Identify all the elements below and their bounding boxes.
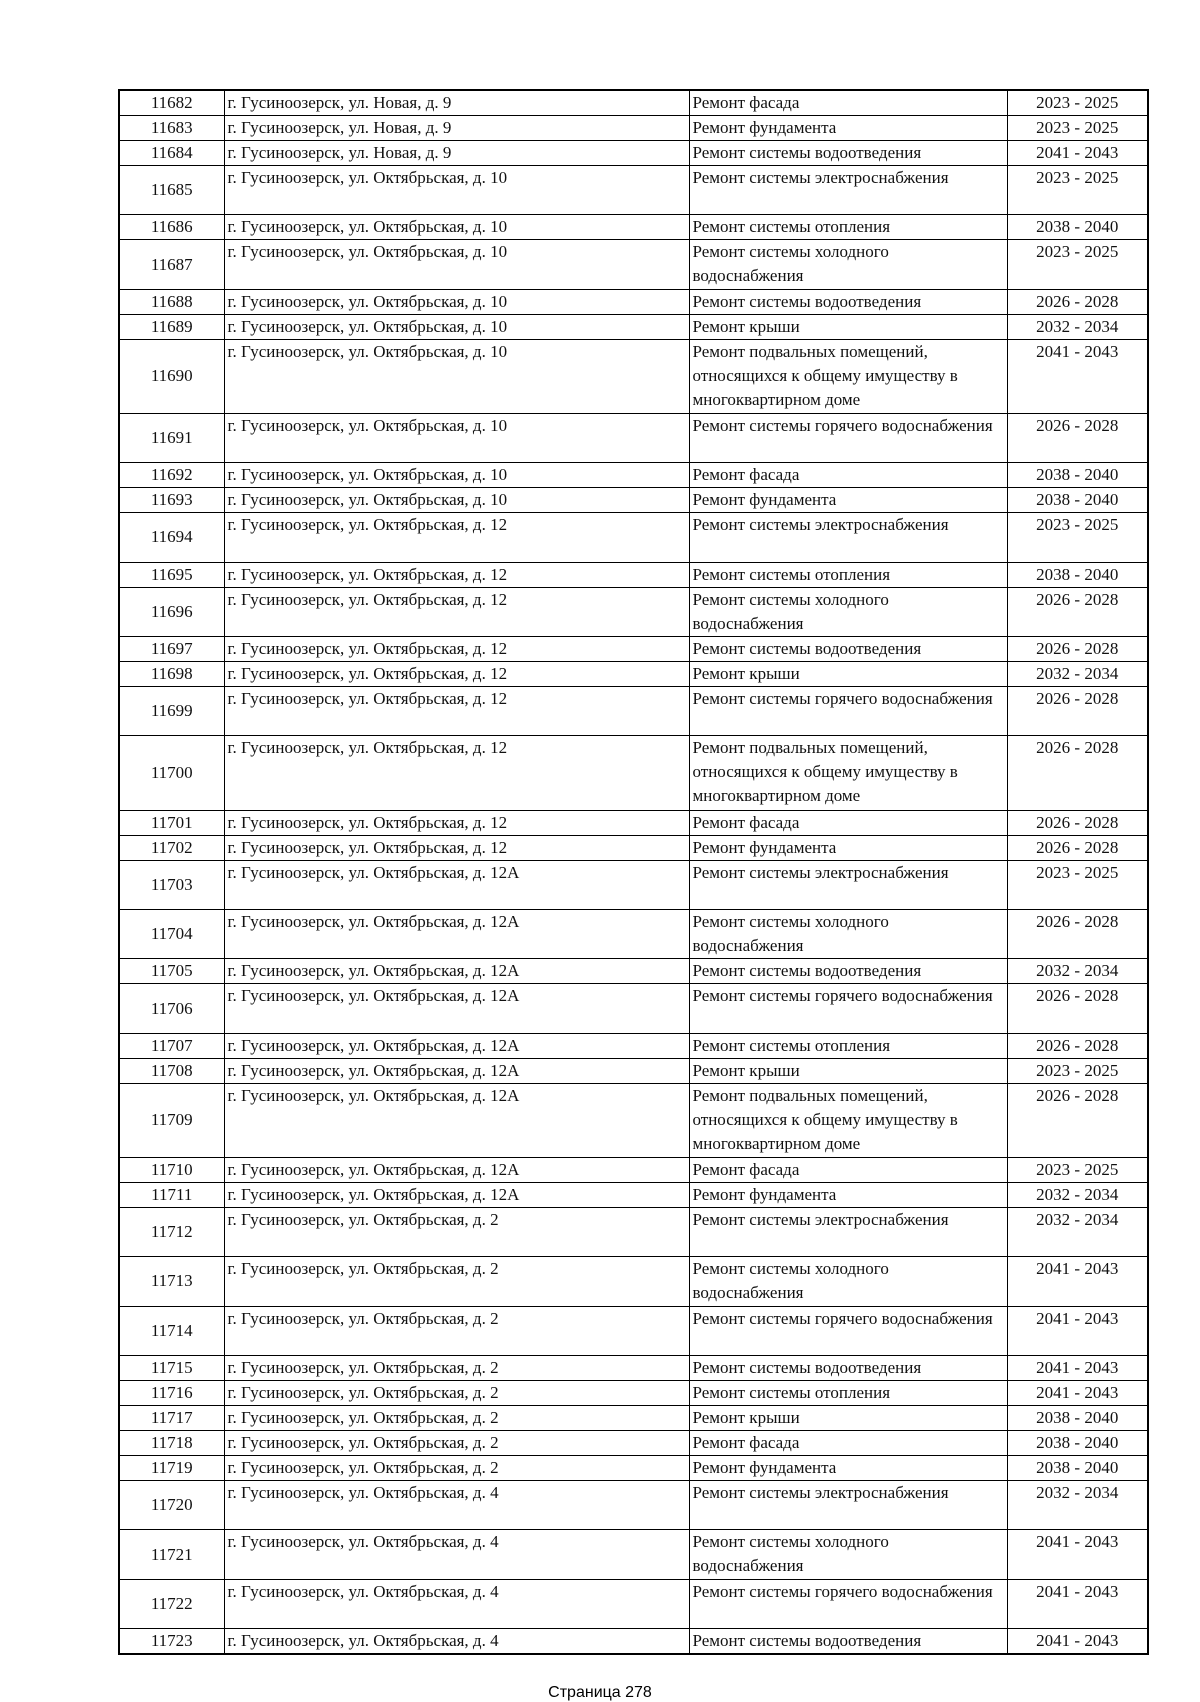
row-number: 11705 xyxy=(119,959,224,984)
table-row xyxy=(119,810,1148,835)
row-number: 11697 xyxy=(119,637,224,662)
table-row xyxy=(119,141,1148,166)
row-address: г. Гусиноозерск, ул. Новая, д. 9 xyxy=(224,141,689,166)
table-row xyxy=(119,1033,1148,1058)
row-address: г. Гусиноозерск, ул. Октябрьская, д. 12 xyxy=(224,587,689,636)
table-row xyxy=(119,1380,1148,1405)
row-address: г. Гусиноозерск, ул. Октябрьская, д. 2 xyxy=(224,1207,689,1256)
row-number: 11711 xyxy=(119,1182,224,1207)
row-work-type: Ремонт системы отопления xyxy=(689,1033,1007,1058)
row-number: 11717 xyxy=(119,1405,224,1430)
table-row xyxy=(119,1455,1148,1480)
row-address: г. Гусиноозерск, ул. Октябрьская, д. 2 xyxy=(224,1306,689,1355)
row-work-type: Ремонт системы электроснабжения xyxy=(689,513,1007,562)
row-work-type: Ремонт системы горячего водоснабжения xyxy=(689,1579,1007,1628)
row-period: 2038 - 2040 xyxy=(1007,1430,1148,1455)
row-period: 2026 - 2028 xyxy=(1007,289,1148,314)
table-row xyxy=(119,736,1148,810)
table-body xyxy=(119,90,1148,1654)
table-row xyxy=(119,289,1148,314)
row-work-type: Ремонт подвальных помещений, относящихся к общему имуществу в многоквартирном доме xyxy=(689,339,1007,413)
row-period: 2023 - 2025 xyxy=(1007,1058,1148,1083)
row-work-type: Ремонт системы холодного водоснабжения xyxy=(689,909,1007,958)
row-work-type: Ремонт фундамента xyxy=(689,1455,1007,1480)
row-work-type: Ремонт подвальных помещений, относящихся к общему имуществу в многоквартирном доме xyxy=(689,736,1007,810)
row-address: г. Гусиноозерск, ул. Октябрьская, д. 2 xyxy=(224,1455,689,1480)
table-row xyxy=(119,1355,1148,1380)
row-period: 2032 - 2034 xyxy=(1007,959,1148,984)
row-address: г. Гусиноозерск, ул. Октябрьская, д. 10 xyxy=(224,166,689,215)
row-address: г. Гусиноозерск, ул. Октябрьская, д. 10 xyxy=(224,413,689,462)
table-row xyxy=(119,1058,1148,1083)
row-number: 11721 xyxy=(119,1530,224,1579)
row-number: 11687 xyxy=(119,240,224,289)
row-number: 11719 xyxy=(119,1455,224,1480)
row-work-type: Ремонт системы электроснабжения xyxy=(689,166,1007,215)
row-period: 2032 - 2034 xyxy=(1007,1207,1148,1256)
row-number: 11702 xyxy=(119,835,224,860)
row-address: г. Гусиноозерск, ул. Октябрьская, д. 2 xyxy=(224,1355,689,1380)
row-address: г. Гусиноозерск, ул. Октябрьская, д. 10 xyxy=(224,488,689,513)
row-period: 2041 - 2043 xyxy=(1007,1530,1148,1579)
row-number: 11723 xyxy=(119,1629,224,1655)
row-work-type: Ремонт системы отопления xyxy=(689,1380,1007,1405)
row-address: г. Гусиноозерск, ул. Октябрьская, д. 4 xyxy=(224,1480,689,1529)
table-row xyxy=(119,116,1148,141)
row-work-type: Ремонт крыши xyxy=(689,1405,1007,1430)
row-number: 11708 xyxy=(119,1058,224,1083)
row-address: г. Гусиноозерск, ул. Октябрьская, д. 4 xyxy=(224,1530,689,1579)
row-work-type: Ремонт системы холодного водоснабжения xyxy=(689,587,1007,636)
row-number: 11703 xyxy=(119,860,224,909)
row-period: 2032 - 2034 xyxy=(1007,314,1148,339)
row-number: 11683 xyxy=(119,116,224,141)
row-work-type: Ремонт крыши xyxy=(689,662,1007,687)
row-work-type: Ремонт системы электроснабжения xyxy=(689,1480,1007,1529)
row-number: 11693 xyxy=(119,488,224,513)
row-period: 2041 - 2043 xyxy=(1007,1306,1148,1355)
row-address: г. Гусиноозерск, ул. Октябрьская, д. 10 xyxy=(224,215,689,240)
row-number: 11694 xyxy=(119,513,224,562)
table-row xyxy=(119,860,1148,909)
row-number: 11704 xyxy=(119,909,224,958)
table-row xyxy=(119,1579,1148,1628)
row-period: 2026 - 2028 xyxy=(1007,835,1148,860)
row-address: г. Гусиноозерск, ул. Октябрьская, д. 2 xyxy=(224,1257,689,1306)
row-period: 2041 - 2043 xyxy=(1007,339,1148,413)
row-work-type: Ремонт системы отопления xyxy=(689,215,1007,240)
row-work-type: Ремонт фундамента xyxy=(689,488,1007,513)
row-number: 11689 xyxy=(119,314,224,339)
row-period: 2023 - 2025 xyxy=(1007,513,1148,562)
row-period: 2038 - 2040 xyxy=(1007,562,1148,587)
row-address: г. Гусиноозерск, ул. Октябрьская, д. 12 xyxy=(224,562,689,587)
row-period: 2023 - 2025 xyxy=(1007,90,1148,116)
row-number: 11690 xyxy=(119,339,224,413)
row-work-type: Ремонт фасада xyxy=(689,810,1007,835)
row-number: 11700 xyxy=(119,736,224,810)
table-row xyxy=(119,1306,1148,1355)
table-row xyxy=(119,1083,1148,1157)
table-row xyxy=(119,240,1148,289)
table-row xyxy=(119,1207,1148,1256)
row-period: 2038 - 2040 xyxy=(1007,1405,1148,1430)
row-address: г. Гусиноозерск, ул. Октябрьская, д. 10 xyxy=(224,463,689,488)
table-row xyxy=(119,959,1148,984)
row-number: 11722 xyxy=(119,1579,224,1628)
table-row xyxy=(119,835,1148,860)
row-work-type: Ремонт системы горячего водоснабжения xyxy=(689,984,1007,1033)
row-number: 11706 xyxy=(119,984,224,1033)
row-period: 2041 - 2043 xyxy=(1007,1629,1148,1655)
row-period: 2023 - 2025 xyxy=(1007,240,1148,289)
table-row xyxy=(119,339,1148,413)
row-period: 2026 - 2028 xyxy=(1007,1083,1148,1157)
row-period: 2026 - 2028 xyxy=(1007,810,1148,835)
table-row xyxy=(119,90,1148,116)
row-number: 11713 xyxy=(119,1257,224,1306)
row-address: г. Гусиноозерск, ул. Октябрьская, д. 12А xyxy=(224,1182,689,1207)
row-address: г. Гусиноозерск, ул. Октябрьская, д. 4 xyxy=(224,1579,689,1628)
table-row xyxy=(119,1157,1148,1182)
row-address: г. Гусиноозерск, ул. Октябрьская, д. 10 xyxy=(224,314,689,339)
table-row xyxy=(119,687,1148,736)
row-address: г. Гусиноозерск, ул. Октябрьская, д. 12 xyxy=(224,637,689,662)
table-row xyxy=(119,513,1148,562)
row-work-type: Ремонт крыши xyxy=(689,1058,1007,1083)
row-period: 2032 - 2034 xyxy=(1007,662,1148,687)
row-work-type: Ремонт фасада xyxy=(689,90,1007,116)
row-number: 11718 xyxy=(119,1430,224,1455)
row-work-type: Ремонт системы электроснабжения xyxy=(689,1207,1007,1256)
row-period: 2026 - 2028 xyxy=(1007,736,1148,810)
row-number: 11685 xyxy=(119,166,224,215)
row-address: г. Гусиноозерск, ул. Октябрьская, д. 12А xyxy=(224,1157,689,1182)
row-work-type: Ремонт системы электроснабжения xyxy=(689,860,1007,909)
row-work-type: Ремонт фундамента xyxy=(689,835,1007,860)
row-period: 2026 - 2028 xyxy=(1007,909,1148,958)
table-row xyxy=(119,909,1148,958)
row-work-type: Ремонт системы водоотведения xyxy=(689,959,1007,984)
row-number: 11691 xyxy=(119,413,224,462)
row-address: г. Гусиноозерск, ул. Новая, д. 9 xyxy=(224,90,689,116)
row-number: 11720 xyxy=(119,1480,224,1529)
table-row xyxy=(119,314,1148,339)
row-number: 11716 xyxy=(119,1380,224,1405)
row-number: 11686 xyxy=(119,215,224,240)
row-number: 11682 xyxy=(119,90,224,116)
row-number: 11707 xyxy=(119,1033,224,1058)
row-address: г. Гусиноозерск, ул. Октябрьская, д. 12 xyxy=(224,835,689,860)
row-number: 11699 xyxy=(119,687,224,736)
row-period: 2026 - 2028 xyxy=(1007,637,1148,662)
table-row xyxy=(119,587,1148,636)
row-period: 2038 - 2040 xyxy=(1007,215,1148,240)
row-address: г. Гусиноозерск, ул. Октябрьская, д. 10 xyxy=(224,289,689,314)
row-work-type: Ремонт фундамента xyxy=(689,116,1007,141)
row-address: г. Гусиноозерск, ул. Октябрьская, д. 12А xyxy=(224,1033,689,1058)
row-period: 2041 - 2043 xyxy=(1007,141,1148,166)
table-row xyxy=(119,215,1148,240)
table-row xyxy=(119,413,1148,462)
row-period: 2026 - 2028 xyxy=(1007,984,1148,1033)
row-work-type: Ремонт системы водоотведения xyxy=(689,289,1007,314)
row-work-type: Ремонт системы холодного водоснабжения xyxy=(689,1257,1007,1306)
row-work-type: Ремонт системы водоотведения xyxy=(689,1355,1007,1380)
row-period: 2023 - 2025 xyxy=(1007,116,1148,141)
row-address: г. Гусиноозерск, ул. Октябрьская, д. 12 xyxy=(224,810,689,835)
row-work-type: Ремонт фасада xyxy=(689,463,1007,488)
row-period: 2023 - 2025 xyxy=(1007,860,1148,909)
row-period: 2026 - 2028 xyxy=(1007,687,1148,736)
table-row xyxy=(119,1480,1148,1529)
row-work-type: Ремонт системы водоотведения xyxy=(689,1629,1007,1655)
row-address: г. Гусиноозерск, ул. Октябрьская, д. 12 xyxy=(224,736,689,810)
table-row xyxy=(119,662,1148,687)
row-address: г. Гусиноозерск, ул. Октябрьская, д. 12А xyxy=(224,1058,689,1083)
row-address: г. Гусиноозерск, ул. Октябрьская, д. 2 xyxy=(224,1405,689,1430)
table-row xyxy=(119,1430,1148,1455)
row-work-type: Ремонт системы водоотведения xyxy=(689,141,1007,166)
row-period: 2023 - 2025 xyxy=(1007,1157,1148,1182)
row-address: г. Гусиноозерск, ул. Октябрьская, д. 2 xyxy=(224,1430,689,1455)
row-work-type: Ремонт системы холодного водоснабжения xyxy=(689,1530,1007,1579)
row-number: 11714 xyxy=(119,1306,224,1355)
row-period: 2026 - 2028 xyxy=(1007,587,1148,636)
row-address: г. Гусиноозерск, ул. Октябрьская, д. 12А xyxy=(224,909,689,958)
row-work-type: Ремонт системы холодного водоснабжения xyxy=(689,240,1007,289)
row-work-type: Ремонт крыши xyxy=(689,314,1007,339)
row-number: 11710 xyxy=(119,1157,224,1182)
row-number: 11709 xyxy=(119,1083,224,1157)
row-work-type: Ремонт фундамента xyxy=(689,1182,1007,1207)
row-number: 11688 xyxy=(119,289,224,314)
row-period: 2041 - 2043 xyxy=(1007,1380,1148,1405)
table-row xyxy=(119,637,1148,662)
table-row xyxy=(119,463,1148,488)
row-period: 2032 - 2034 xyxy=(1007,1182,1148,1207)
table-row xyxy=(119,1629,1148,1655)
row-period: 2041 - 2043 xyxy=(1007,1355,1148,1380)
row-address: г. Гусиноозерск, ул. Новая, д. 9 xyxy=(224,116,689,141)
row-work-type: Ремонт системы горячего водоснабжения xyxy=(689,687,1007,736)
row-work-type: Ремонт фасада xyxy=(689,1157,1007,1182)
table-row xyxy=(119,1182,1148,1207)
row-period: 2026 - 2028 xyxy=(1007,413,1148,462)
row-address: г. Гусиноозерск, ул. Октябрьская, д. 12А xyxy=(224,1083,689,1157)
row-address: г. Гусиноозерск, ул. Октябрьская, д. 10 xyxy=(224,240,689,289)
row-period: 2032 - 2034 xyxy=(1007,1480,1148,1529)
row-address: г. Гусиноозерск, ул. Октябрьская, д. 12А xyxy=(224,860,689,909)
row-work-type: Ремонт подвальных помещений, относящихся к общему имуществу в многоквартирном доме xyxy=(689,1083,1007,1157)
repair-schedule-table xyxy=(118,89,1149,1655)
row-work-type: Ремонт системы отопления xyxy=(689,562,1007,587)
row-number: 11684 xyxy=(119,141,224,166)
table-row xyxy=(119,1257,1148,1306)
table-row xyxy=(119,1405,1148,1430)
row-address: г. Гусиноозерск, ул. Октябрьская, д. 12 xyxy=(224,513,689,562)
row-period: 2026 - 2028 xyxy=(1007,1033,1148,1058)
row-period: 2041 - 2043 xyxy=(1007,1257,1148,1306)
table-row xyxy=(119,166,1148,215)
table-row xyxy=(119,488,1148,513)
row-address: г. Гусиноозерск, ул. Октябрьская, д. 2 xyxy=(224,1380,689,1405)
row-number: 11695 xyxy=(119,562,224,587)
row-period: 2038 - 2040 xyxy=(1007,463,1148,488)
table-row xyxy=(119,1530,1148,1579)
table-row xyxy=(119,562,1148,587)
row-address: г. Гусиноозерск, ул. Октябрьская, д. 12 xyxy=(224,687,689,736)
row-period: 2038 - 2040 xyxy=(1007,488,1148,513)
row-number: 11692 xyxy=(119,463,224,488)
table-row xyxy=(119,984,1148,1033)
row-address: г. Гусиноозерск, ул. Октябрьская, д. 12А xyxy=(224,984,689,1033)
row-address: г. Гусиноозерск, ул. Октябрьская, д. 4 xyxy=(224,1629,689,1655)
row-number: 11712 xyxy=(119,1207,224,1256)
row-address: г. Гусиноозерск, ул. Октябрьская, д. 12 xyxy=(224,662,689,687)
row-work-type: Ремонт системы водоотведения xyxy=(689,637,1007,662)
row-period: 2038 - 2040 xyxy=(1007,1455,1148,1480)
page-number: Страница 278 xyxy=(548,1684,652,1701)
row-address: г. Гусиноозерск, ул. Октябрьская, д. 12А xyxy=(224,959,689,984)
row-period: 2023 - 2025 xyxy=(1007,166,1148,215)
row-work-type: Ремонт системы горячего водоснабжения xyxy=(689,413,1007,462)
row-number: 11715 xyxy=(119,1355,224,1380)
row-number: 11701 xyxy=(119,810,224,835)
row-work-type: Ремонт системы горячего водоснабжения xyxy=(689,1306,1007,1355)
row-period: 2041 - 2043 xyxy=(1007,1579,1148,1628)
row-address: г. Гусиноозерск, ул. Октябрьская, д. 10 xyxy=(224,339,689,413)
row-number: 11696 xyxy=(119,587,224,636)
row-work-type: Ремонт фасада xyxy=(689,1430,1007,1455)
row-number: 11698 xyxy=(119,662,224,687)
